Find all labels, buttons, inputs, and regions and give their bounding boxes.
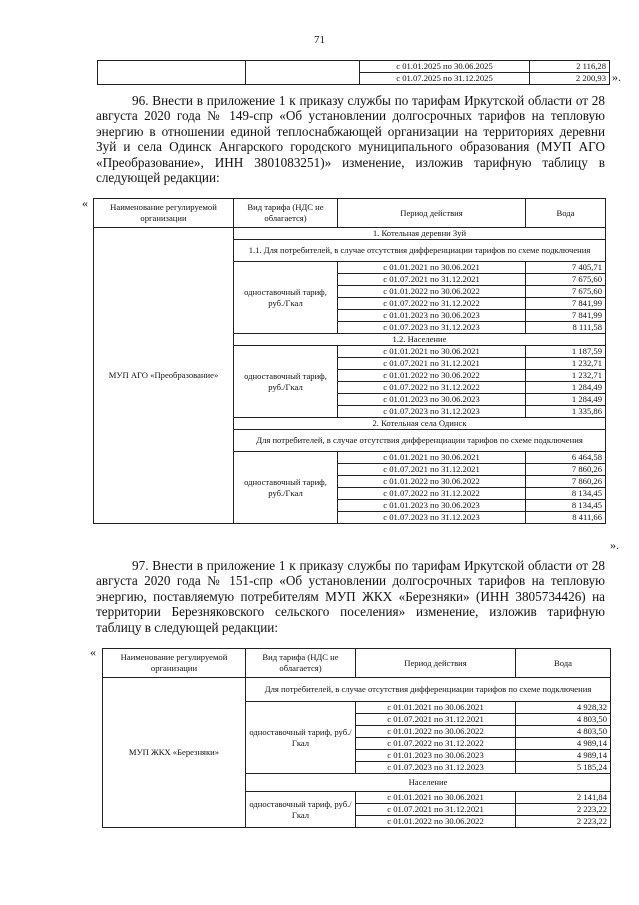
period-cell: с 01.07.2021 по 31.12.2021: [356, 714, 516, 726]
period-cell: с 01.01.2025 по 30.06.2025: [360, 61, 530, 73]
tariff-type-cell: одноставочный тариф, руб./Гкал: [234, 262, 338, 334]
value-cell: 1 187,59: [526, 346, 606, 358]
section-heading: 1. Котельная деревни Зуй: [234, 228, 606, 240]
value-cell: 7 405,71: [526, 262, 606, 274]
value-cell: 2 223,22: [516, 804, 611, 816]
header-org: Наименование регулируемой организации: [103, 649, 246, 678]
header-water: Вода: [526, 199, 606, 228]
period-cell: с 01.07.2021 по 31.12.2021: [356, 804, 516, 816]
value-cell: 4 928,32: [516, 702, 611, 714]
value-cell: 7 675,60: [526, 286, 606, 298]
period-cell: с 01.07.2022 по 31.12.2022: [338, 298, 526, 310]
value-cell: 8 411,66: [526, 512, 606, 524]
period-cell: с 01.01.2022 по 30.06.2022: [338, 476, 526, 488]
value-cell: 7 841,99: [526, 298, 606, 310]
period-cell: с 01.01.2023 по 30.06.2023: [338, 310, 526, 322]
period-cell: с 01.07.2023 по 31.12.2023: [338, 406, 526, 418]
value-cell: 2 200,93: [530, 73, 610, 85]
value-cell: 8 134,45: [526, 500, 606, 512]
period-cell: с 01.07.2023 по 31.12.2023: [338, 512, 526, 524]
value-cell: 1 232,71: [526, 358, 606, 370]
tariff-type-cell: одноставочный тариф, руб./Гкал: [246, 792, 356, 828]
period-cell: с 01.07.2023 по 31.12.2023: [338, 322, 526, 334]
page-number: 71: [314, 34, 325, 46]
table-row: [98, 61, 610, 73]
value-cell: 2 116,28: [530, 61, 610, 73]
header-org: Наименование регулируемой организации: [94, 199, 234, 228]
paragraph-96: 96. Внести в приложение 1 к приказу службы по тарифам Иркутской области от 28 августа 2020 года № 149-спр «Об установлении долгосрочных тарифов на тепловую энергию в отношении единой теплоснабжающей организации на территориях деревни Зуй и села Одинск Ангарского городского муниципального образования (МУП АГО «Преобразование», ИНН 3801083251)» изменение, изложив тарифную таблицу в следующей редакции:: [96, 93, 605, 186]
period-cell: с 01.01.2021 по 30.06.2021: [356, 702, 516, 714]
tariff-type-cell: одноставочный тариф, руб./Гкал: [246, 702, 356, 774]
value-cell: 7 675,60: [526, 274, 606, 286]
value-cell: 7 841,99: [526, 310, 606, 322]
tariff-cell: [246, 61, 360, 85]
period-cell: с 01.07.2021 по 31.12.2021: [338, 358, 526, 370]
opening-quote: «: [82, 196, 88, 210]
value-cell: 4 803,50: [516, 714, 611, 726]
subsection-heading: 1.2. Население: [234, 334, 606, 346]
period-cell: с 01.07.2025 по 31.12.2025: [360, 73, 530, 85]
period-cell: с 01.01.2022 по 30.06.2022: [338, 370, 526, 382]
value-cell: 6 464,58: [526, 452, 606, 464]
period-cell: с 01.01.2021 по 30.06.2021: [338, 262, 526, 274]
section-row: [94, 228, 606, 240]
value-cell: 2 141,84: [516, 792, 611, 804]
header-period: Период действия: [356, 649, 516, 678]
period-cell: с 01.01.2021 по 30.06.2021: [356, 792, 516, 804]
table-header-row: [94, 199, 606, 228]
tariff-table-96: [93, 198, 606, 524]
tariff-type-cell: одноставочный тариф, руб./Гкал: [234, 452, 338, 524]
org-name-cell: МУП АГО «Преобразование»: [94, 228, 234, 524]
period-cell: с 01.01.2023 по 30.06.2023: [356, 750, 516, 762]
org-cell: [98, 61, 246, 85]
paragraph-97: 97. Внести в приложение 1 к приказу службы по тарифам Иркутской области от 28 августа 2020 года № 151-спр «Об установлении долгосрочных тарифов на тепловую энергию, поставляемую потребителям МУП ЖКХ «Березняки» (ИНН 3805734426) на территории Березняковского сельского поселения» изменение, изложив тарифную таблицу в следующей редакции:: [96, 558, 605, 635]
header-water: Вода: [516, 649, 611, 678]
closing-quote: ».: [610, 538, 619, 552]
opening-quote: «: [90, 645, 96, 659]
value-cell: 1 284,49: [526, 382, 606, 394]
period-cell: с 01.01.2021 по 30.06.2021: [338, 452, 526, 464]
section-heading: 2. Котельная села Одинск: [234, 418, 606, 430]
value-cell: 8 134,45: [526, 488, 606, 500]
value-cell: 4 803,50: [516, 726, 611, 738]
value-cell: 1 284,49: [526, 394, 606, 406]
closing-quote: ».: [612, 70, 621, 84]
org-name-cell: МУП ЖКХ «Березняки»: [103, 678, 246, 828]
tariff-type-cell: одноставочный тариф, руб./Гкал: [234, 346, 338, 418]
header-tariff-type: Вид тарифа (НДС не облагается): [234, 199, 338, 228]
value-cell: 7 860,26: [526, 464, 606, 476]
period-cell: с 01.01.2022 по 30.06.2022: [338, 286, 526, 298]
period-cell: с 01.07.2021 по 31.12.2021: [338, 464, 526, 476]
subsection-row: [103, 678, 611, 702]
period-cell: с 01.01.2021 по 30.06.2021: [338, 346, 526, 358]
subsection-heading: 1.1. Для потребителей, в случае отсутствия дифференциации тарифов по схеме подключения: [234, 240, 606, 262]
header-tariff-type: Вид тарифа (НДС не облагается): [246, 649, 356, 678]
period-cell: с 01.07.2022 по 31.12.2022: [338, 382, 526, 394]
period-cell: с 01.01.2023 по 30.06.2023: [338, 394, 526, 406]
value-cell: 1 335,86: [526, 406, 606, 418]
table-header-row: [103, 649, 611, 678]
value-cell: 4 989,14: [516, 750, 611, 762]
period-cell: с 01.07.2022 по 31.12.2022: [356, 738, 516, 750]
value-cell: 4 989,14: [516, 738, 611, 750]
period-cell: с 01.07.2023 по 31.12.2023: [356, 762, 516, 774]
tariff-table-97: [102, 648, 611, 828]
subsection-heading: Для потребителей, в случае отсутствия дифференциации тарифов по схеме подключения: [246, 678, 611, 702]
header-period: Период действия: [338, 199, 526, 228]
subsection-heading: Население: [246, 774, 611, 792]
period-cell: с 01.07.2021 по 31.12.2021: [338, 274, 526, 286]
continuation-table: [97, 60, 610, 85]
value-cell: 8 111,58: [526, 322, 606, 334]
value-cell: 2 223,22: [516, 816, 611, 828]
value-cell: 5 185,24: [516, 762, 611, 774]
period-cell: с 01.01.2023 по 30.06.2023: [338, 500, 526, 512]
value-cell: 7 860,26: [526, 476, 606, 488]
period-cell: с 01.01.2022 по 30.06.2022: [356, 816, 516, 828]
value-cell: 1 232,71: [526, 370, 606, 382]
subsection-heading: Для потребителей, в случае отсутствия дифференциации тарифов по схеме подключения: [234, 430, 606, 452]
period-cell: с 01.01.2022 по 30.06.2022: [356, 726, 516, 738]
period-cell: с 01.07.2022 по 31.12.2022: [338, 488, 526, 500]
